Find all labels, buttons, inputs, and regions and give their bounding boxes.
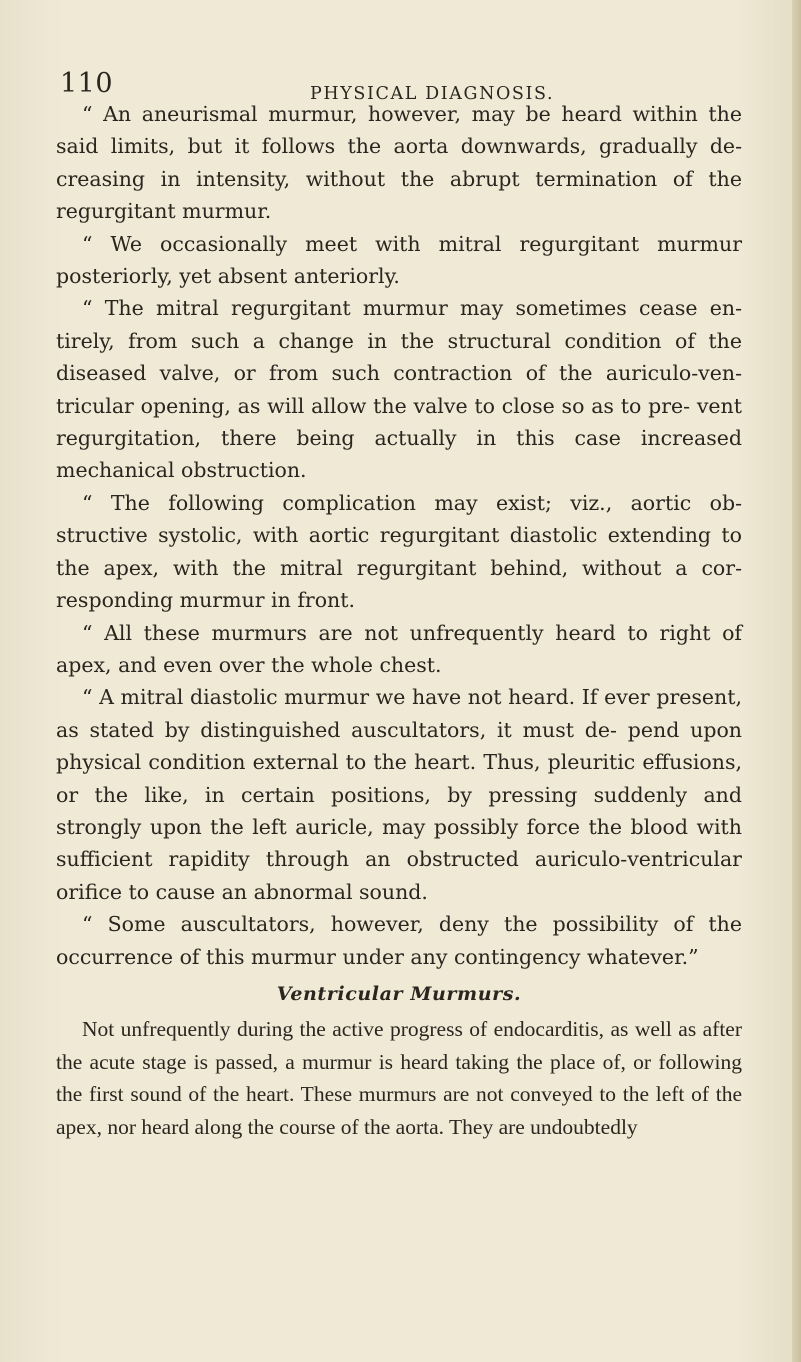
paragraph-auscultators-deny: “ Some auscultators, however, deny the possibility of the occurrence of this murmur under any contingency whatever.” xyxy=(56,912,742,969)
body-text xyxy=(56,98,742,1143)
paragraph-complication: “ The following complication may exist; viz., aortic ob- structive systolic, with aortic regurgitant diastolic extending to the apex, with the mitral regurgitant behind, without a cor- responding murmur in front. xyxy=(56,490,742,613)
paragraph-posterior-murmur: “ We occasionally meet with mitral regurgitant murmur posteriorly, yet absent anteriorly. xyxy=(56,231,742,289)
paragraph-right-of-apex: “ All these murmurs are not unfrequently heard to right of apex, and even over the whole chest. xyxy=(56,620,742,677)
page-number: 110 xyxy=(60,68,114,99)
running-head: PHYSICAL DIAGNOSIS. xyxy=(310,84,555,104)
paragraph-murmur-cessation: “ The mitral regurgitant murmur may sometimes cease en- tirely, from such a change in the structural condition of the diseased valve, or from such contraction of the auriculo-ven- tricular opening, as will allow the valve to close so as to pre- vent regurgitation, there being actually in this case increased mechanical obstruction. xyxy=(56,296,742,483)
paragraph-ventricular-murmurs: Not unfrequently during the active progress of endocarditis, as well as after the acute stage is passed, a murmur is heard taking the place of, or following the first sound of the heart. These murmurs are not conveyed to the left of the apex, nor heard along the course of the aorta. They are undoubtedly xyxy=(56,1016,742,1139)
page-edge xyxy=(792,0,801,1362)
paragraph-mitral-diastolic: “ A mitral diastolic murmur we have not heard. If ever present, as stated by distinguished auscultators, it must de- pend upon physical condition external to the heart. Thus, pleuritic effusions, or the like, in certain positions, by pressing suddenly and strongly upon the left auricle, may possibly force the blood with sufficient rapidity through an obstructed auriculo-ventricular orifice to cause an abnormal sound. xyxy=(56,685,742,904)
paragraph-aneurismal-murmur: “ An aneurismal murmur, however, may be heard within the said limits, but it follows the aorta downwards, gradually de- creasing in intensity, without the abrupt termination of the regurgitant murmur. xyxy=(56,102,742,224)
section-heading: Ventricular Murmurs. xyxy=(276,982,522,1005)
